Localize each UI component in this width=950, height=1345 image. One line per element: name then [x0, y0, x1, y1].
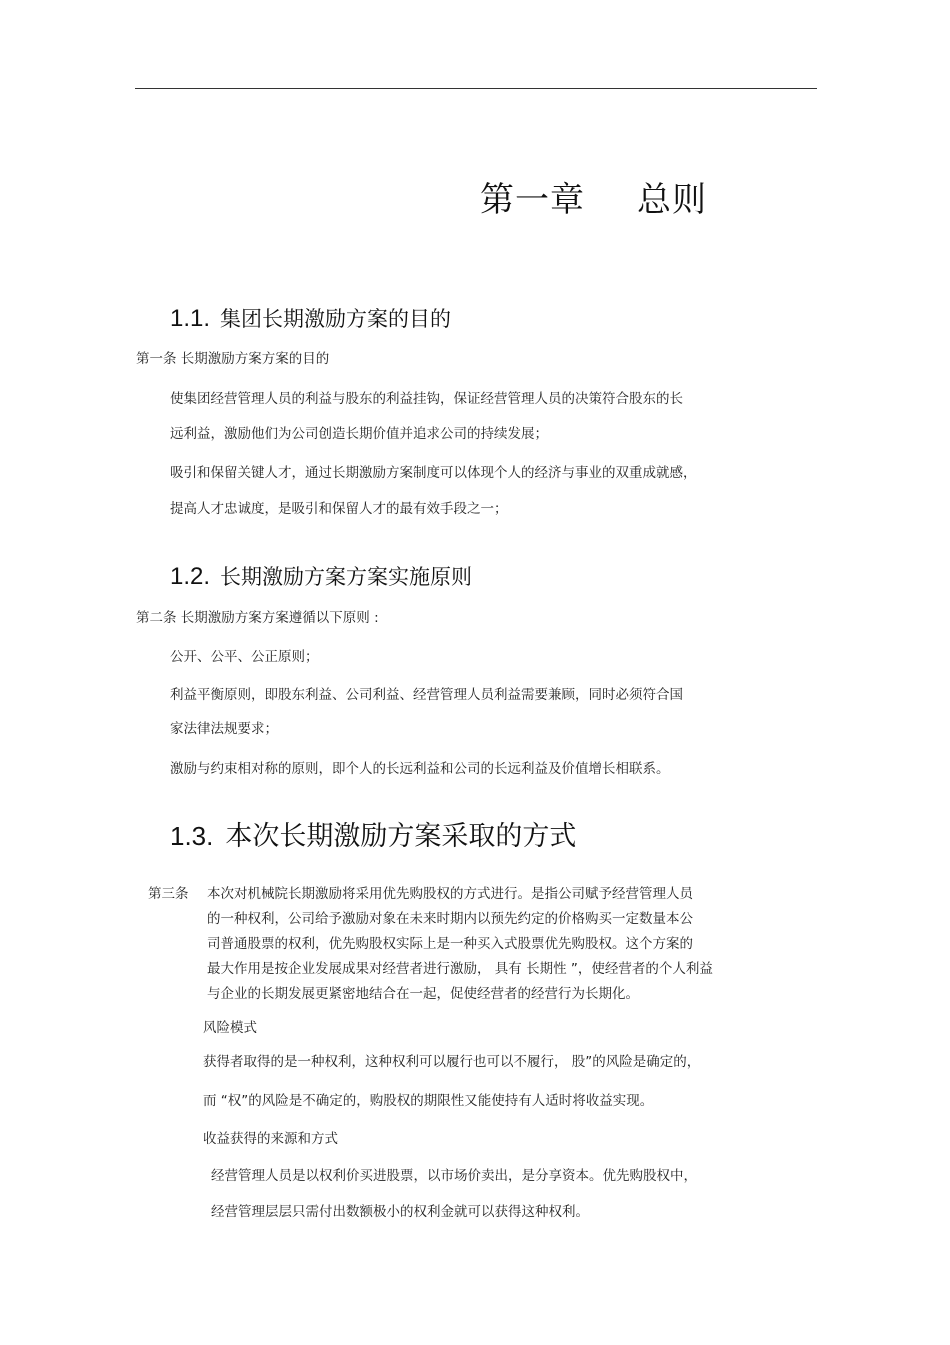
section-title: 集团长期激励方案的目的 [220, 307, 452, 331]
article-3-label: 第三条 [148, 886, 189, 902]
income-line: 经营管理人员是以权利价买进股票，以市场价卖出，是分享资本。优先购股权中， [211, 1168, 697, 1184]
article-3-line: 的一种权利，公司给予激励对象在未来时期内以预先约定的价格购买一定数量本公 [207, 911, 693, 927]
paragraph-line: 激励与约束相对称的原则，即个人的长远利益和公司的长远利益及价值增长相联系。 [170, 761, 670, 777]
paragraph-line: 提高人才忠诚度，是吸引和保留人才的最有效手段之一； [170, 501, 508, 517]
article-3-line: 最大作用是按企业发展成果对经营者进行激励， 具有 长期性 ”，使经营者的个人利益 [207, 961, 713, 977]
header-rule [135, 88, 817, 89]
chapter-number: 第一章 [480, 180, 585, 220]
article-3-line: 本次对机械院长期激励将采用优先购股权的方式进行。是指公司赋予经营管理人员 [207, 886, 693, 902]
chapter-title: 总则 [637, 180, 707, 220]
paragraph-line: 家法律法规要求； [170, 721, 278, 737]
risk-line: 获得者取得的是一种权利，这种权利可以履行也可以不履行， 股”的风险是确定的， [203, 1054, 701, 1070]
paragraph-line: 使集团经营管理人员的利益与股东的利益挂钩，保证经营管理人员的决策符合股东的长 [170, 391, 683, 407]
income-heading: 收益获得的来源和方式 [203, 1131, 338, 1147]
section-heading-1-2 [170, 561, 472, 591]
paragraph-line: 吸引和保留关键人才，通过长期激励方案制度可以体现个人的经济与事业的双重成就感， [170, 465, 697, 481]
section-number: 1.1. [170, 305, 211, 332]
section-number: 1.2. [170, 563, 211, 590]
risk-heading: 风险模式 [203, 1020, 257, 1036]
paragraph-line: 利益平衡原则，即股东利益、公司利益、经营管理人员利益需要兼顾，同时必须符合国 [170, 687, 683, 703]
paragraph-line: 远利益，激励他们为公司创造长期价值并追求公司的持续发展； [170, 426, 548, 442]
chapter-heading [480, 172, 707, 221]
section-heading-1-3 [170, 814, 576, 853]
section-title: 长期激励方案方案实施原则 [220, 565, 473, 589]
article-3-line: 与企业的长期发展更紧密地结合在一起，促使经营者的经营行为长期化。 [207, 986, 639, 1002]
income-line: 经营管理层层只需付出数额极小的权利金就可以获得这种权利。 [211, 1204, 589, 1220]
section-number: 1.3. [170, 821, 214, 851]
section-heading-1-1 [170, 303, 451, 333]
article-2: 第二条 长期激励方案方案遵循以下原则 : [136, 610, 379, 626]
paragraph-line: 公开、公平、公正原则； [170, 649, 319, 665]
article-1: 第一条 长期激励方案方案的目的 [136, 351, 330, 367]
article-3-line: 司普通股票的权利，优先购股权实际上是一种买入式股票优先购股权。这个方案的 [207, 936, 693, 952]
risk-line: 而 “权”的风险是不确定的，购股权的期限性又能使持有人适时将收益实现。 [203, 1093, 654, 1109]
section-title: 本次长期激励方案采取的方式 [225, 821, 577, 852]
